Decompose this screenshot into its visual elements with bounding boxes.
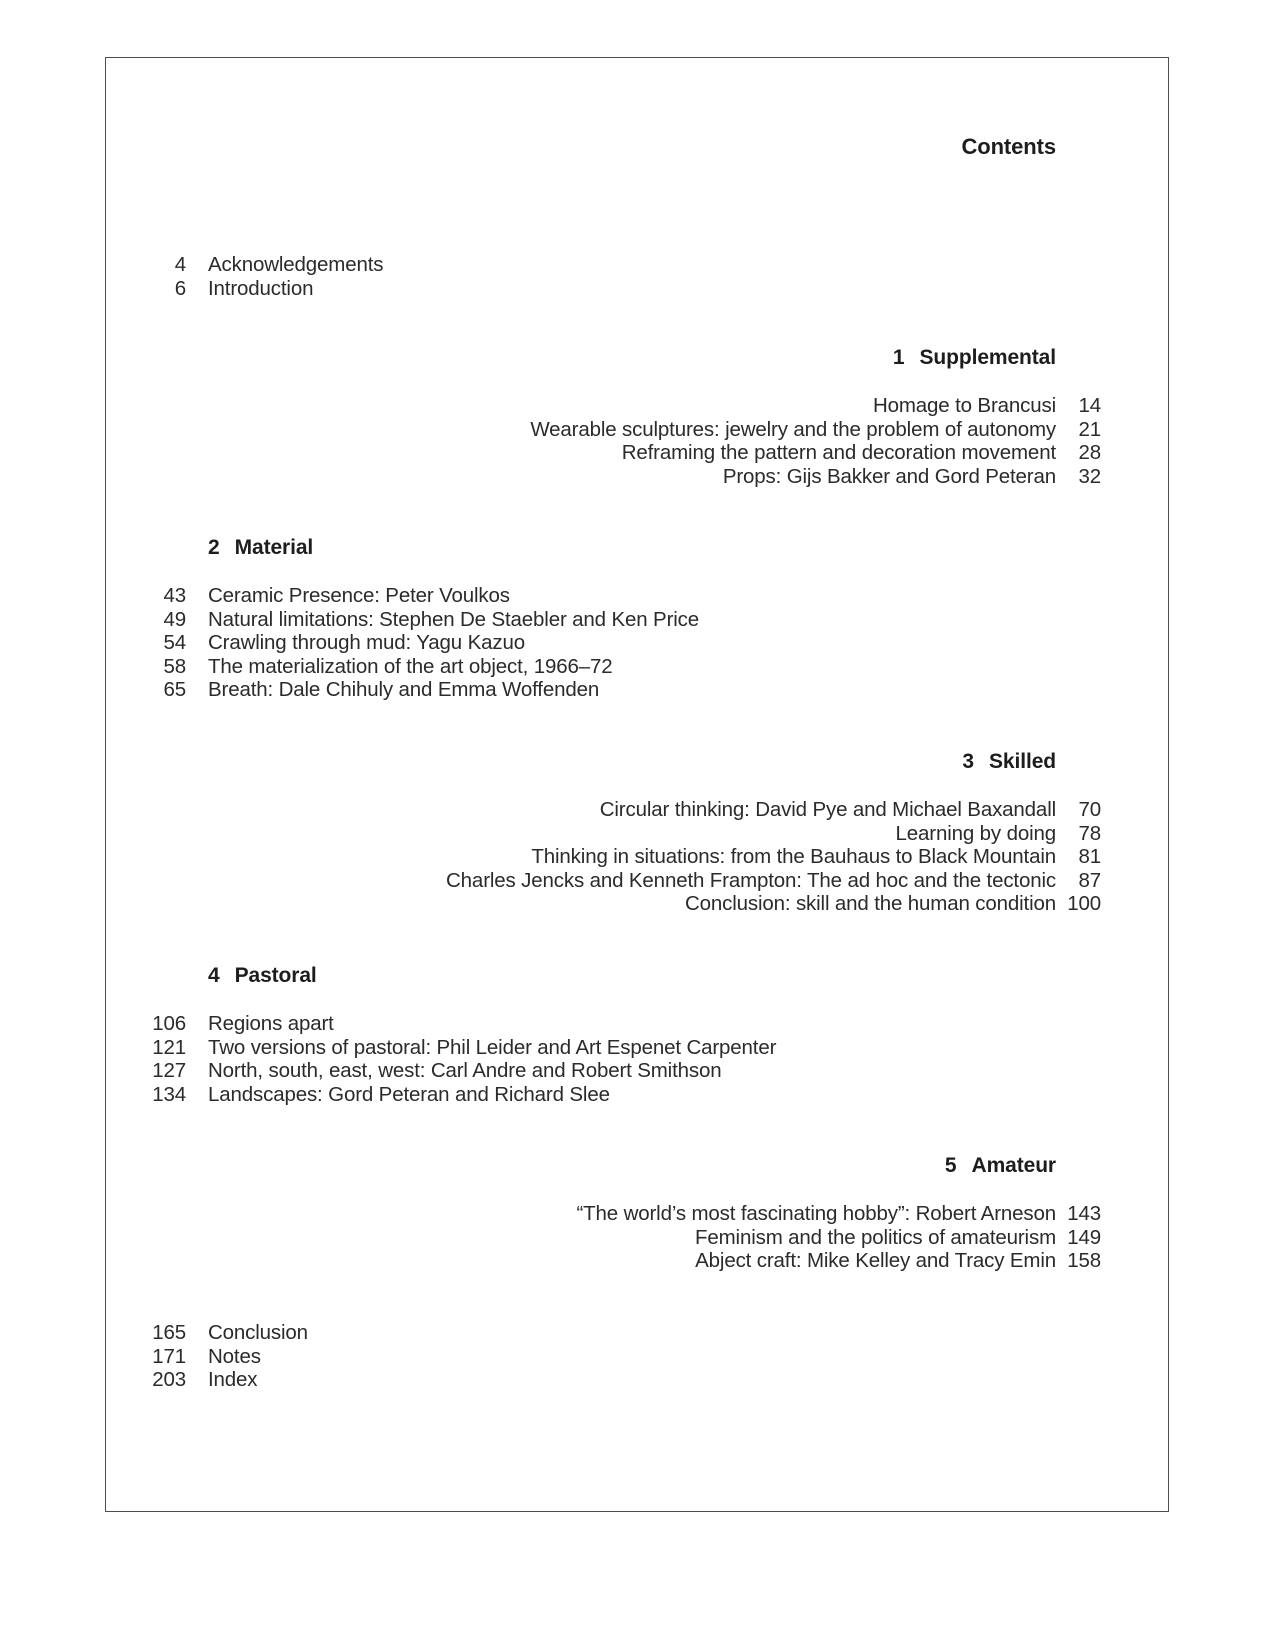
toc-entry [106,1249,1101,1273]
section-entries-pastoral [106,1012,1101,1106]
entry-title: Crawling through mud: Yagu Kazuo [208,631,525,654]
section-number: 5 [944,1154,957,1177]
section-title: Material [234,536,314,559]
entry-page-number: 28 [1078,441,1101,464]
entry-page-number: 70 [1078,798,1101,821]
entry-page-number: 149 [1067,1225,1101,1249]
page-title: Contents [961,134,1056,159]
toc-entry [106,798,1101,822]
entry-page-number: 58 [163,654,186,678]
entry-page-number: 32 [1078,464,1101,488]
section-entries-supplemental [106,394,1101,488]
section-entries-material [106,584,1101,702]
toc-entry [106,892,1101,916]
entry-page-number: 121 [152,1035,186,1059]
entry-title: Charles Jencks and Kenneth Frampton: The ad hoc and the tectonic [446,868,1056,892]
toc-entry [106,418,1101,442]
entry-page-number: 203 [152,1368,186,1391]
entry-page-number: 134 [152,1082,186,1106]
toc-entry [106,465,1101,489]
entry-title: Abject craft: Mike Kelley and Tracy Emin [695,1249,1056,1272]
entry-page-number: 106 [152,1012,186,1035]
entry-page-number: 87 [1078,868,1101,892]
entry-page-number: 127 [152,1059,186,1082]
entry-title: Conclusion [208,1321,308,1344]
toc-entry [106,277,1101,301]
section-heading-skilled [106,750,1056,774]
section-heading-supplemental [106,346,1056,370]
toc-entry [106,608,1101,632]
section-number: 3 [962,750,974,773]
entry-title: Feminism and the politics of amateurism [694,1225,1056,1249]
front-matter-list [106,253,1101,300]
entry-title: Ceramic Presence: Peter Voulkos [208,584,510,607]
entry-title: Homage to Brancusi [872,394,1056,417]
section-entries-amateur [106,1202,1101,1273]
section-title: Amateur [971,1154,1056,1177]
section-title: Pastoral [234,964,317,987]
entry-title: Props: Gijs Bakker and Gord Peteran [722,464,1056,488]
entry-page-number: 54 [163,631,186,654]
entry-page-number: 4 [174,253,186,276]
page-border [105,57,1169,1512]
entry-page-number: 6 [174,276,186,300]
entry-title: Acknowledgements [208,253,384,276]
entry-page-number: 143 [1067,1202,1101,1225]
section-heading-material [208,536,313,560]
section-heading-amateur [106,1154,1056,1178]
entry-page-number: 81 [1078,845,1101,868]
entry-title: “The world’s most fascinating hobby”: Robert Arneson [576,1202,1056,1225]
entry-page-number: 100 [1067,892,1101,915]
entry-page-number: 171 [152,1344,186,1368]
entry-title: North, south, east, west: Carl Andre and Robert Smithson [208,1059,722,1082]
toc-entry [106,1202,1101,1226]
entry-title: Learning by doing [895,821,1056,845]
table-of-contents [106,58,1168,1511]
section-entries-skilled [106,798,1101,916]
entry-title: Wearable sculptures: jewelry and the problem of autonomy [530,417,1056,441]
entry-page-number: 43 [163,584,186,607]
toc-entry [106,655,1101,679]
entry-page-number: 14 [1078,394,1101,417]
entry-title: Thinking in situations: from the Bauhaus to Black Mountain [531,845,1056,868]
section-title: Skilled [989,750,1056,773]
toc-entry [106,1012,1101,1036]
entry-title: Breath: Dale Chihuly and Emma Woffenden [208,678,600,701]
entry-title: Index [208,1368,258,1391]
toc-entry [106,1368,1101,1392]
section-heading-pastoral [208,964,317,988]
toc-entry [106,394,1101,418]
toc-entry [106,584,1101,608]
entry-page-number: 65 [163,678,186,701]
section-number: 2 [208,536,220,559]
toc-entry [106,253,1101,277]
entry-page-number: 158 [1067,1249,1101,1272]
toc-entry [106,1036,1101,1060]
entry-page-number: 21 [1078,417,1101,441]
toc-entry [106,678,1101,702]
entry-title: Introduction [208,276,314,300]
toc-entry [106,845,1101,869]
entry-title: Two versions of pastoral: Phil Leider and Art Espenet Carpenter [208,1035,777,1059]
entry-title: Notes [208,1344,261,1368]
entry-page-number: 165 [152,1321,186,1344]
entry-title: Regions apart [208,1012,334,1035]
section-number: 1 [892,346,905,369]
toc-entry [106,1321,1101,1345]
section-title: Supplemental [919,346,1056,369]
entry-page-number: 49 [163,607,186,631]
section-number: 4 [208,964,220,987]
toc-entry [106,822,1101,846]
toc-entry [106,1059,1101,1083]
toc-entry [106,1345,1101,1369]
toc-entry [106,1083,1101,1107]
entry-title: Natural limitations: Stephen De Staebler and Ken Price [208,607,700,631]
entry-title: The materialization of the art object, 1966–72 [208,654,613,678]
entry-title: Circular thinking: David Pye and Michael Baxandall [599,798,1056,821]
toc-entry [106,441,1101,465]
entry-page-number: 78 [1078,821,1101,845]
back-matter-list [106,1321,1101,1392]
entry-title: Conclusion: skill and the human condition [684,892,1056,915]
entry-title: Reframing the pattern and decoration movement [621,441,1056,464]
toc-entry [106,1226,1101,1250]
toc-entry [106,631,1101,655]
toc-entry [106,869,1101,893]
entry-title: Landscapes: Gord Peteran and Richard Slee [208,1082,610,1106]
